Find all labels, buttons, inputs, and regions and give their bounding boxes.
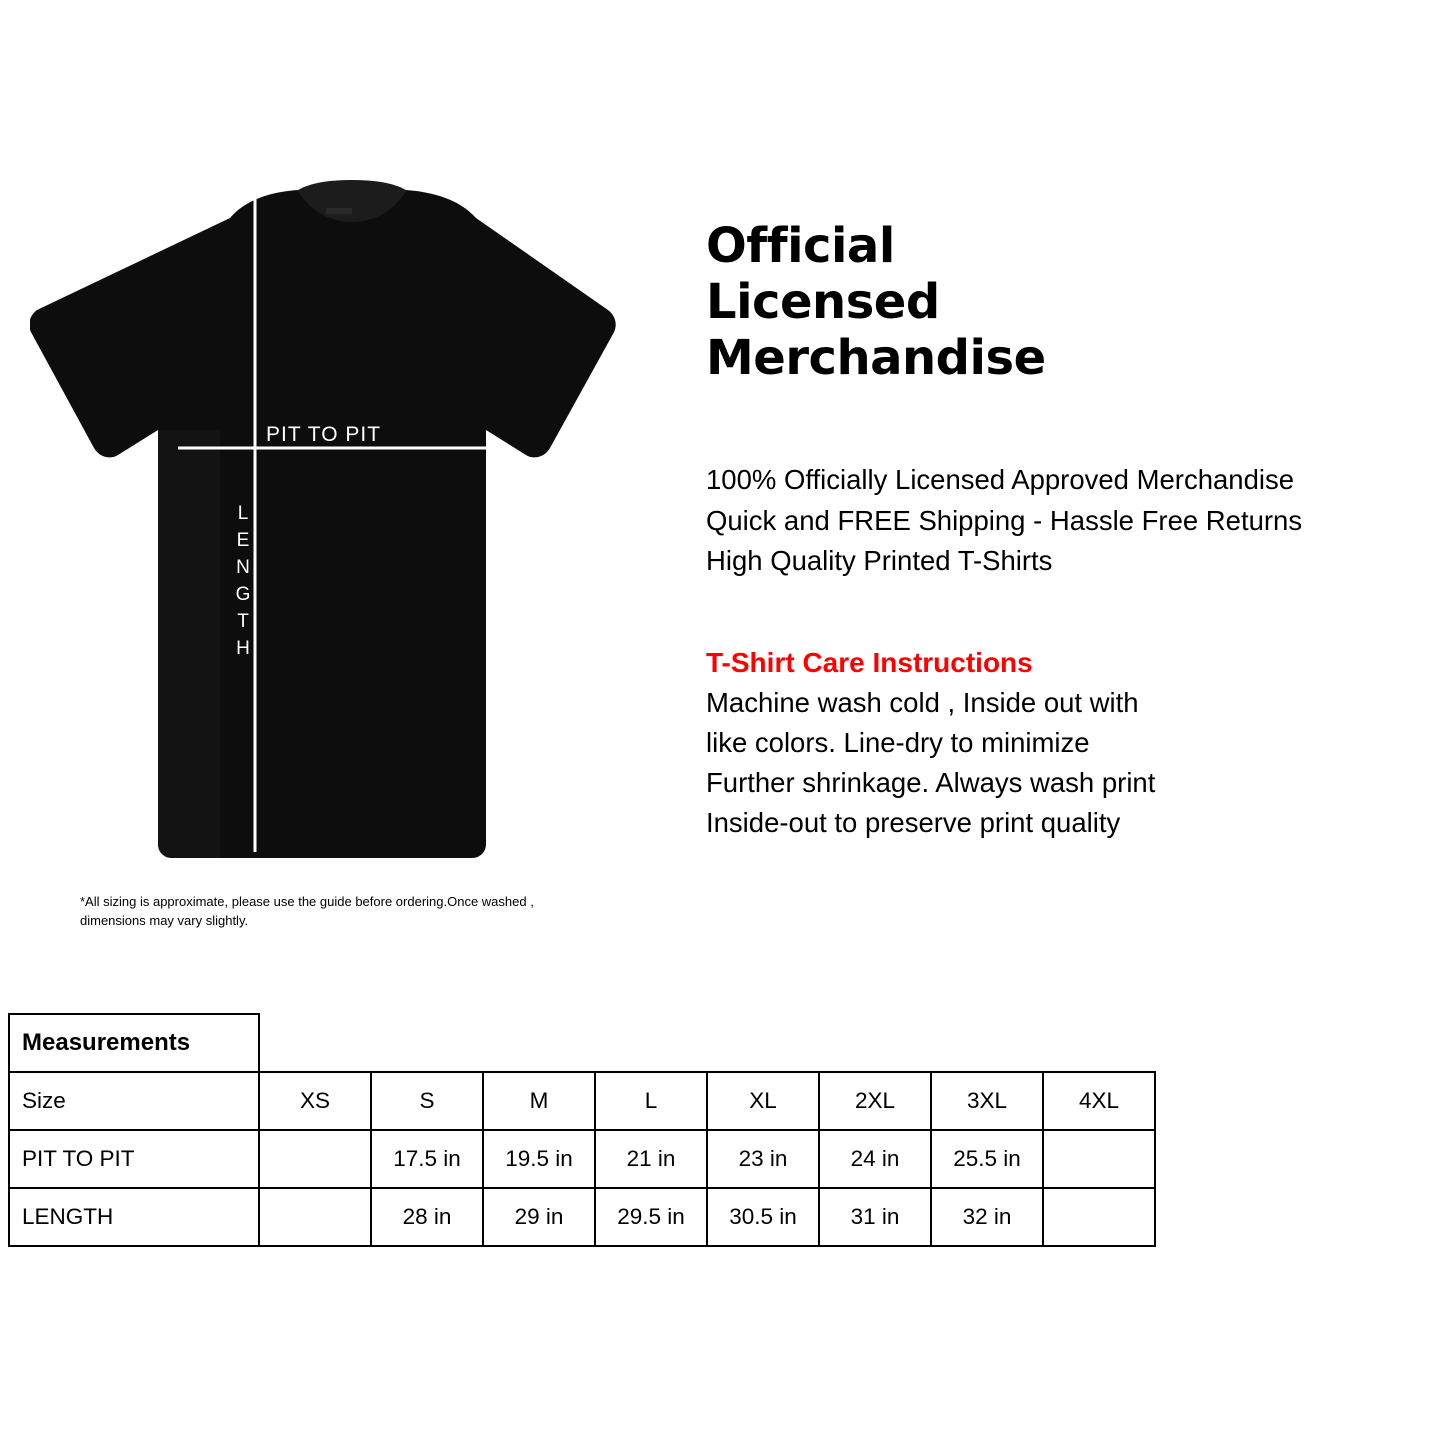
table-row bbox=[9, 1130, 1155, 1188]
blank-cell bbox=[1043, 1014, 1155, 1072]
headline-line-3: Merchandise bbox=[706, 330, 1046, 387]
blank-cell bbox=[819, 1014, 931, 1072]
size-header: M bbox=[483, 1072, 595, 1130]
blank-cell bbox=[371, 1014, 483, 1072]
benefit-item: High Quality Printed T-Shirts bbox=[706, 544, 1053, 576]
care-line: Inside-out to preserve print quality bbox=[706, 807, 1121, 839]
table-cell: 17.5 in bbox=[371, 1130, 483, 1188]
size-header: XL bbox=[707, 1072, 819, 1130]
length-letter: G bbox=[235, 584, 251, 605]
size-header: 4XL bbox=[1043, 1072, 1155, 1130]
care-instructions-heading: T-Shirt Care Instructions bbox=[706, 646, 1033, 678]
size-header: 3XL bbox=[931, 1072, 1043, 1130]
size-header: 2XL bbox=[819, 1072, 931, 1130]
shirt-shading-left bbox=[158, 430, 220, 858]
size-header: XS bbox=[259, 1072, 371, 1130]
table-row bbox=[9, 1188, 1155, 1246]
blank-cell bbox=[707, 1014, 819, 1072]
length-letter: H bbox=[236, 638, 250, 659]
table-cell: 24 in bbox=[819, 1130, 931, 1188]
size-header: S bbox=[371, 1072, 483, 1130]
benefits-list bbox=[706, 460, 1445, 580]
blank-cell bbox=[595, 1014, 707, 1072]
marketing-copy bbox=[706, 218, 1445, 843]
length-letter: E bbox=[236, 530, 250, 551]
care-line: Further shrinkage. Always wash print bbox=[706, 767, 1156, 799]
measurements-title: Measurements bbox=[9, 1014, 259, 1072]
table-cell: 28 in bbox=[371, 1188, 483, 1246]
blank-cell bbox=[483, 1014, 595, 1072]
table-cell: 32 in bbox=[931, 1188, 1043, 1246]
length-letter: T bbox=[237, 611, 249, 632]
table-cell: 29 in bbox=[483, 1188, 595, 1246]
table-cell bbox=[1043, 1188, 1155, 1246]
headline-line-1: Official bbox=[706, 218, 895, 274]
size-header: L bbox=[595, 1072, 707, 1130]
benefit-item: Quick and FREE Shipping - Hassle Free Returns bbox=[706, 504, 1303, 536]
table-cell: 19.5 in bbox=[483, 1130, 595, 1188]
table-row-title bbox=[9, 1014, 1155, 1072]
row-label: LENGTH bbox=[9, 1188, 259, 1246]
blank-cell bbox=[259, 1014, 371, 1072]
length-letter: L bbox=[237, 503, 249, 524]
care-line: Machine wash cold , Inside out with bbox=[706, 686, 1139, 718]
measurements-table bbox=[8, 1013, 1156, 1247]
table-cell: 21 in bbox=[595, 1130, 707, 1188]
headline-line-2: Licensed bbox=[706, 274, 940, 331]
shirt-neck-tag bbox=[326, 208, 352, 214]
table-cell: 29.5 in bbox=[595, 1188, 707, 1246]
table-cell: 25.5 in bbox=[931, 1130, 1043, 1188]
row-label: PIT TO PIT bbox=[9, 1130, 259, 1188]
shirt-diagram bbox=[30, 180, 630, 960]
care-instructions-text bbox=[706, 683, 1445, 844]
care-line: like colors. Line-dry to minimize bbox=[706, 727, 1090, 759]
page-title bbox=[706, 218, 1445, 386]
table-cell bbox=[259, 1130, 371, 1188]
benefit-item: 100% Officially Licensed Approved Merchandise bbox=[706, 464, 1295, 496]
blank-cell bbox=[931, 1014, 1043, 1072]
table-cell: 30.5 in bbox=[707, 1188, 819, 1246]
pit-to-pit-label: PIT TO PIT bbox=[266, 423, 382, 446]
table-cell: 31 in bbox=[819, 1188, 931, 1246]
tshirt-illustration bbox=[30, 180, 630, 900]
table-cell bbox=[259, 1188, 371, 1246]
table-cell: 23 in bbox=[707, 1130, 819, 1188]
length-letter: N bbox=[236, 557, 250, 578]
sizing-note: *All sizing is approximate, please use the guide before ordering.Once washed , dimensions may vary slightly. bbox=[80, 894, 534, 928]
table-row-sizes bbox=[9, 1072, 1155, 1130]
table-cell bbox=[1043, 1130, 1155, 1188]
shirt-body bbox=[30, 190, 616, 858]
length-label bbox=[230, 500, 256, 662]
size-row-label: Size bbox=[9, 1072, 259, 1130]
